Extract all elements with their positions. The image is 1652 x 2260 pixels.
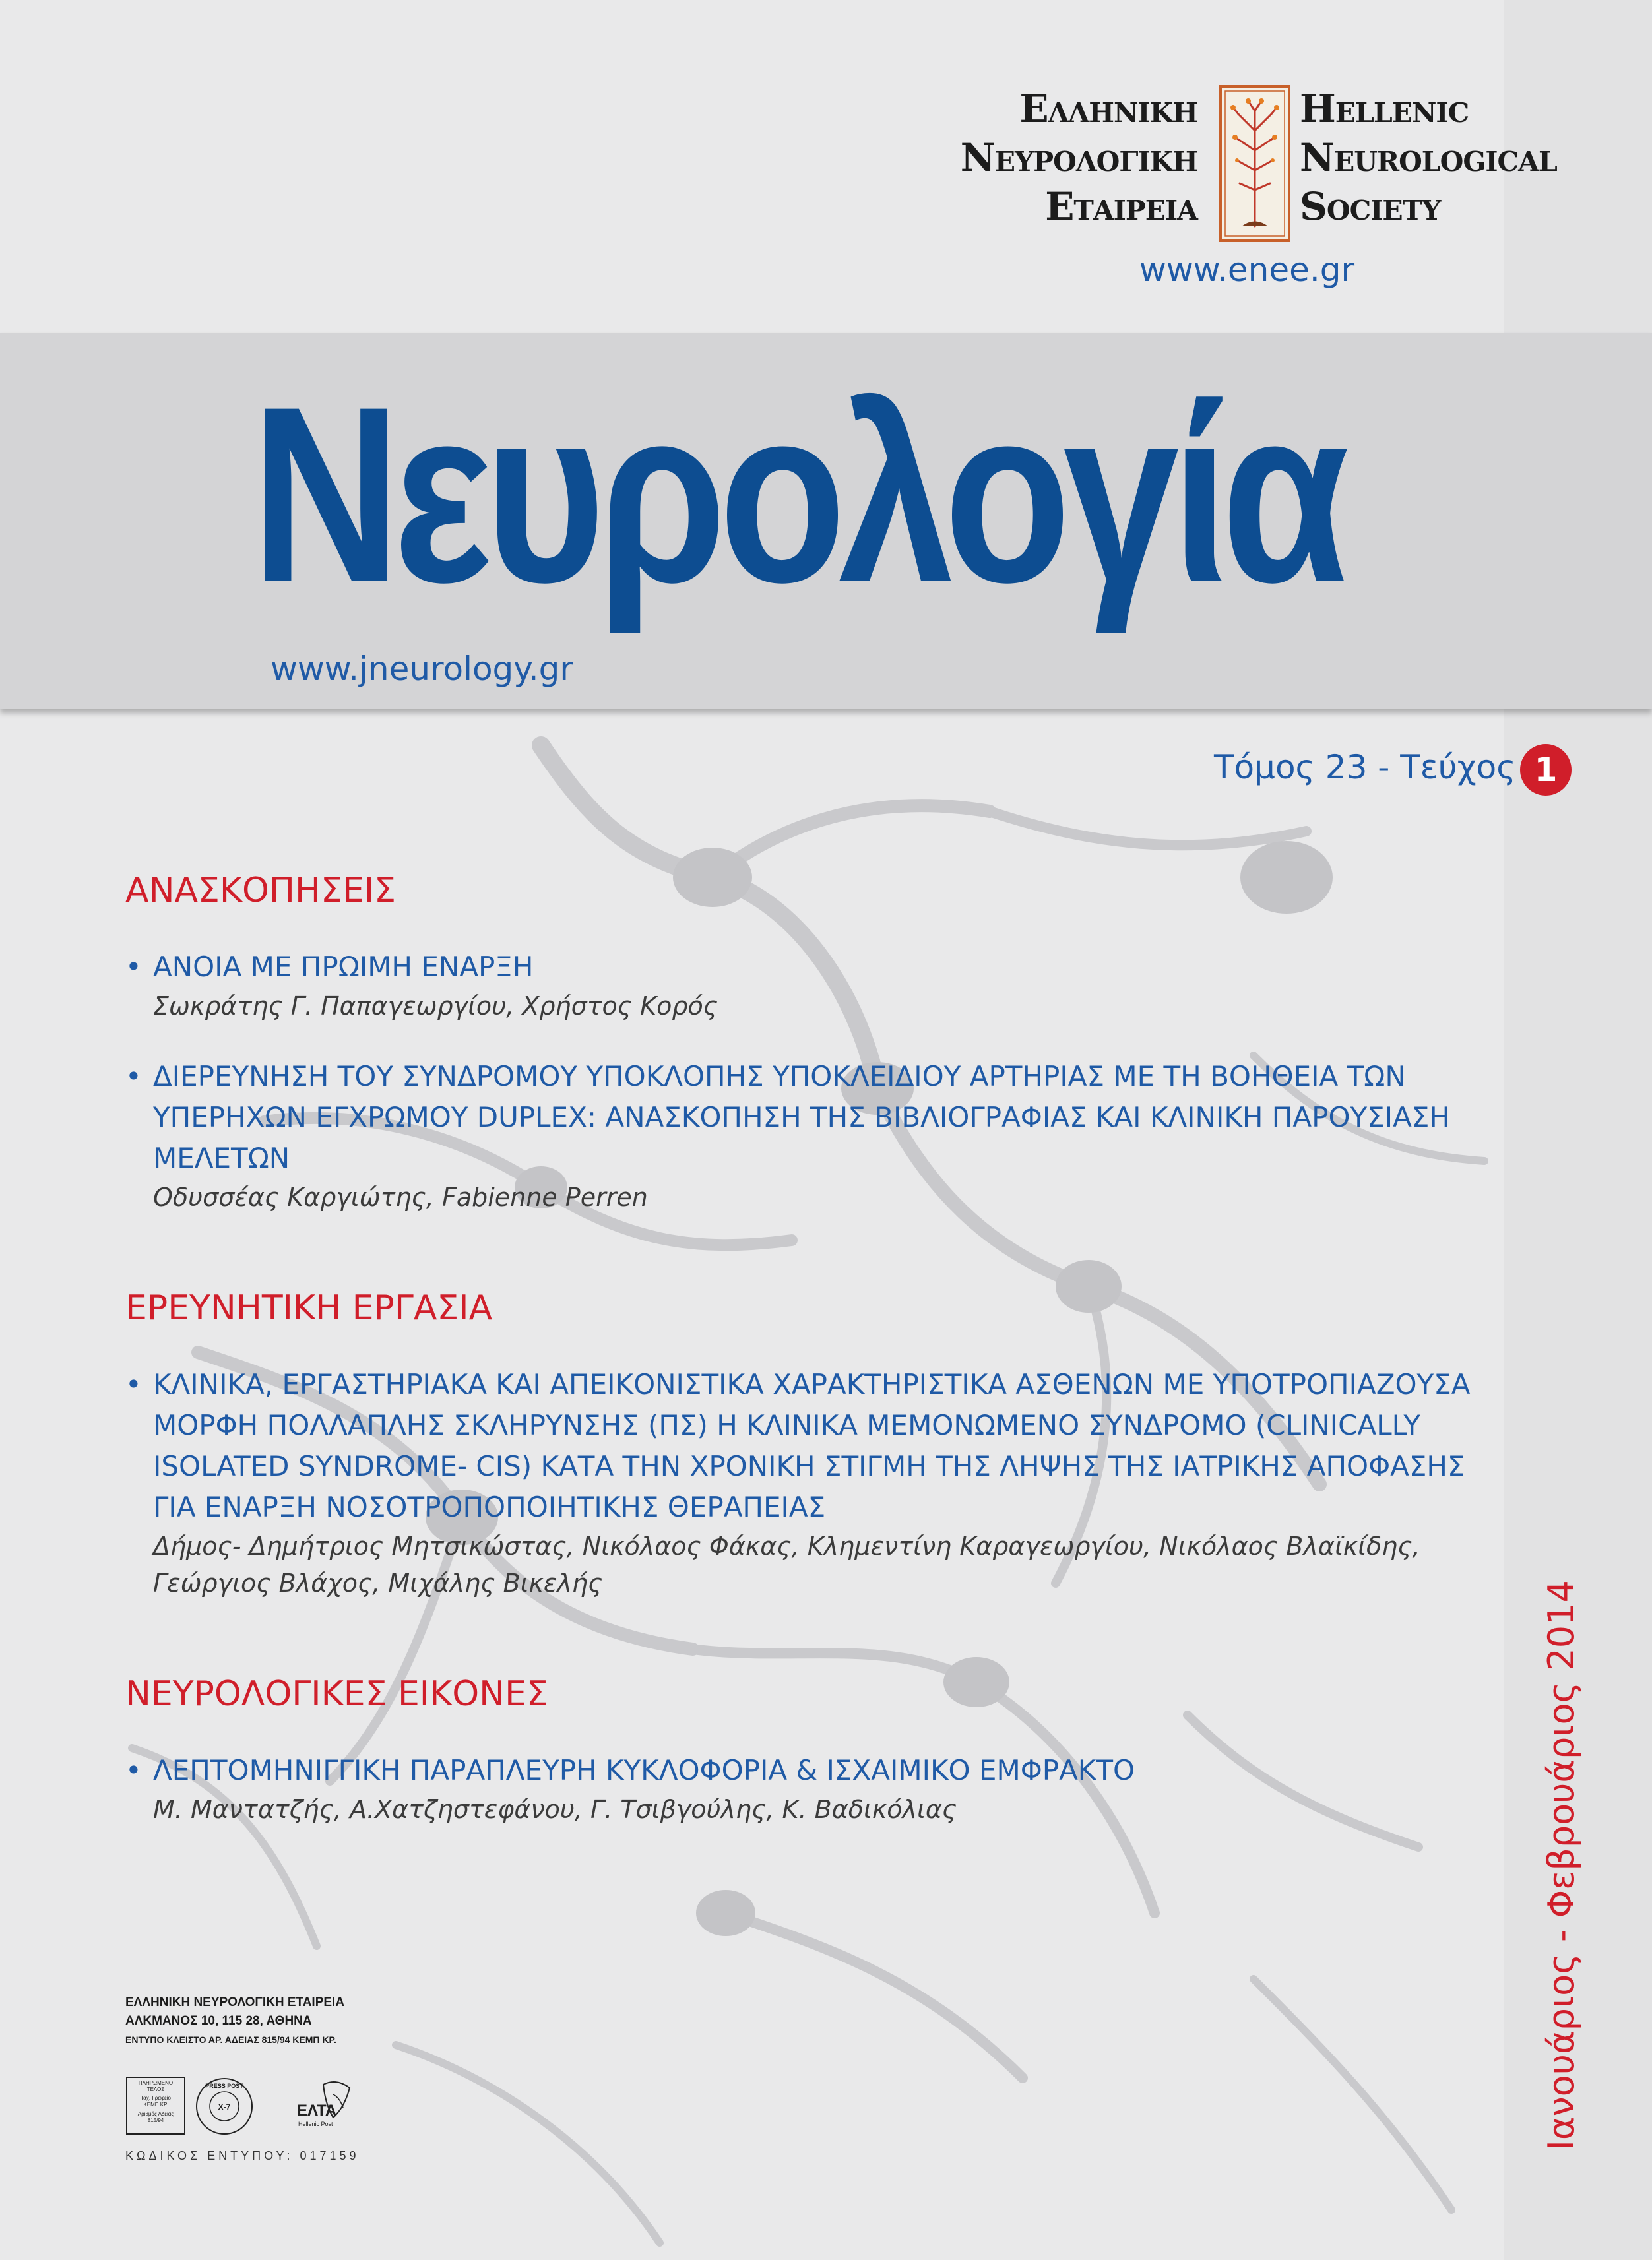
section-heading: ΝΕΥΡΟΛΟΓΙΚΕΣ ΕΙΚΟΝΕΣ [125, 1674, 548, 1714]
article-title-text: ΚΛΙΝΙΚΑ, ΕΡΓΑΣΤΗΡΙΑΚΑ ΚΑΙ ΑΠΕΙΚΟΝΙΣΤΙΚΑ ΧΑΡΑΚΤΗΡΙΣΤΙΚΑ ΑΣΘΕΝΩΝ ΜΕ ΥΠΟΤΡΟΠΙΑΖΟΥΣΑ ΜΟΡΦΗ ΠΟΛΛΑΠΛΗΣ ΣΚΛΗΡΥΝΣΗΣ (ΠΣ) Η ΚΛΙΝΙΚΑ ΜΕΜΟΝΩΜΕΝΟ ΣΥΝΔΡΟΜΟ (CLINICALLY ISOLATED SYNDROME- CIS) ΚΑΤΑ ΤΗΝ ΧΡΟΝΙΚΗ ΣΤΙΓΜΗ ΤΗΣ ΛΗΨΗΣ ΤΗΣ ΙΑΤΡΙΚΗΣ ΑΠΟΦΑΣΗΣ ΓΙΑ ΕΝΑΡΞΗ ΝΟΣΟΤΡΟΠΟΠΟΙΗΤΙΚΗΣ ΘΕΡΑΠΕΙΑΣ [153, 1368, 1471, 1523]
society-name-greek [961, 84, 1197, 231]
tree-emblem-icon [1219, 84, 1291, 243]
article-title[interactable] [125, 1056, 1511, 1179]
society-name-gr-line: Ελληνικη [1019, 86, 1197, 131]
stamp-press-text: Χ-7 [218, 2102, 231, 2112]
stamp-press-text: PRESS POST [205, 2083, 243, 2089]
stamp-paid-text: Αριθμός Άδειας [137, 2111, 174, 2117]
article-entry [125, 947, 1511, 1024]
print-code: ΚΩΔΙΚΟΣ ΕΝΤΥΠΟΥ: 017159 [125, 2149, 360, 2162]
table-of-contents [125, 871, 1511, 1874]
society-name-en-line: Hellenic [1300, 86, 1469, 131]
bullet-icon: • [125, 1754, 142, 1786]
section-research [125, 1288, 1511, 1602]
article-title-text: ΑΝΟΙΑ ΜΕ ΠΡΩΙΜΗ ΕΝΑΡΞΗ [153, 951, 534, 983]
society-website-link[interactable]: www.enee.gr [1139, 251, 1355, 289]
article-title-text: ΛΕΠΤΟΜΗΝΙΓΓΙΚΗ ΠΑΡΑΠΛΕΥΡΗ ΚΥΚΛΟΦΟΡΙΑ & ΙΣΧΑΙΜΙΚΟ ΕΜΦΡΑΚΤΟ [153, 1754, 1135, 1786]
society-name-en-line: Neurological [1300, 135, 1557, 180]
publisher-line: ΕΝΤΥΠΟ ΚΛΕΙΣΤΟ ΑΡ. ΑΔΕΙΑΣ 815/94 ΚΕΜΠ ΚΡ. [125, 2034, 336, 2045]
section-reviews [125, 871, 1511, 1216]
postal-stamps [125, 2075, 376, 2137]
volume-issue-label: Τόμος 23 - Τεύχος [1214, 748, 1516, 786]
article-authors: Δήμος- Δημήτριος Μητσικώστας, Νικόλαος Φάκας, Κλημεντίνη Καραγεωργίου, Νικόλαος Βλαϊκίδης, Γεώργιος Βλάχος, Μιχάλης Βικελής [153, 1532, 1420, 1598]
article-authors: Οδυσσέας Καργιώτης, Fabienne Perren [153, 1183, 648, 1212]
article-title[interactable] [125, 947, 1511, 988]
article-authors: Μ. Μαντατζής, Α.Χατζηστεφάνου, Γ. Τσιβγούλης, Κ. Βαδικόλιας [153, 1795, 957, 1824]
article-authors: Σωκράτης Γ. Παπαγεωργίου, Χρήστος Κορός [153, 991, 718, 1020]
journal-website-link[interactable]: www.jneurology.gr [270, 650, 573, 688]
issue-number-badge: 1 [1520, 744, 1572, 796]
article-entry [125, 1056, 1511, 1216]
journal-title: Νευρολογία [251, 354, 1342, 635]
society-name-en-line: Society [1300, 184, 1441, 229]
issue-date-vertical: Ιανουάριος - Φεβρουάριος 2014 [1541, 1580, 1582, 2150]
publisher-address [125, 1993, 429, 2049]
stamp-paid-text: ΠΛΗΡΩΜΕΝΟ [138, 2080, 174, 2086]
press-post-stamp-icon [197, 2079, 252, 2134]
paid-postage-stamp-icon [127, 2077, 185, 2134]
bullet-icon: • [125, 1060, 142, 1092]
article-entry [125, 1364, 1511, 1602]
elta-subtext: Hellenic Post [298, 2121, 333, 2127]
section-heading: ΑΝΑΣΚΟΠΗΣΕΙΣ [125, 871, 397, 910]
article-title[interactable] [125, 1750, 1511, 1791]
society-name-gr-line: Νευρολογικη [960, 135, 1197, 180]
section-heading: ΕΡΕΥΝΗΤΙΚΗ ΕΡΓΑΣΙΑ [125, 1288, 493, 1328]
stamp-paid-text: 815/94 [147, 2118, 164, 2123]
stamp-paid-text: Ταχ. Γραφείο [141, 2095, 171, 2101]
article-title-text: ΔΙΕΡΕΥΝΗΣΗ ΤΟΥ ΣΥΝΔΡΟΜΟΥ ΥΠΟΚΛΟΠΗΣ ΥΠΟΚΛΕΙΔΙΟΥ ΑΡΤΗΡΙΑΣ ΜΕ ΤΗ ΒΟΗΘΕΙΑ ΤΩΝ ΥΠΕΡΗΧΩΝ ΕΓΧΡΩΜΟΥ DUPLEX: ΑΝΑΣΚΟΠΗΣΗ ΤΗΣ ΒΙΒΛΙΟΓΡΑΦΙΑΣ ΚΑΙ ΚΛΙΝΙΚΗ ΠΑΡΟΥΣΙΑΣΗ ΜΕΛΕΤΩΝ [153, 1060, 1450, 1174]
stamp-paid-text: ΤΕΛΟΣ [146, 2087, 165, 2092]
publisher-line: ΕΛΛΗΝΙΚΗ ΝΕΥΡΟΛΟΓΙΚΗ ΕΤΑΙΡΕΙΑ [125, 1995, 345, 2009]
article-title[interactable] [125, 1364, 1511, 1528]
section-neuro-images [125, 1674, 1511, 1828]
society-name-english [1300, 84, 1557, 231]
stamp-paid-text: ΚΕΜΠ ΚΡ. [143, 2102, 168, 2108]
bullet-icon: • [125, 1368, 142, 1400]
society-name-gr-line: Εταιρεια [1045, 184, 1197, 229]
bullet-icon: • [125, 951, 142, 983]
elta-text: ΕΛΤΑ [297, 2102, 337, 2119]
publisher-line: ΑΛΚΜΑΝΟΣ 10, 115 28, ΑΘΗΝΑ [125, 2014, 312, 2028]
elta-hellenic-post-logo-icon [297, 2082, 350, 2127]
article-entry [125, 1750, 1511, 1828]
